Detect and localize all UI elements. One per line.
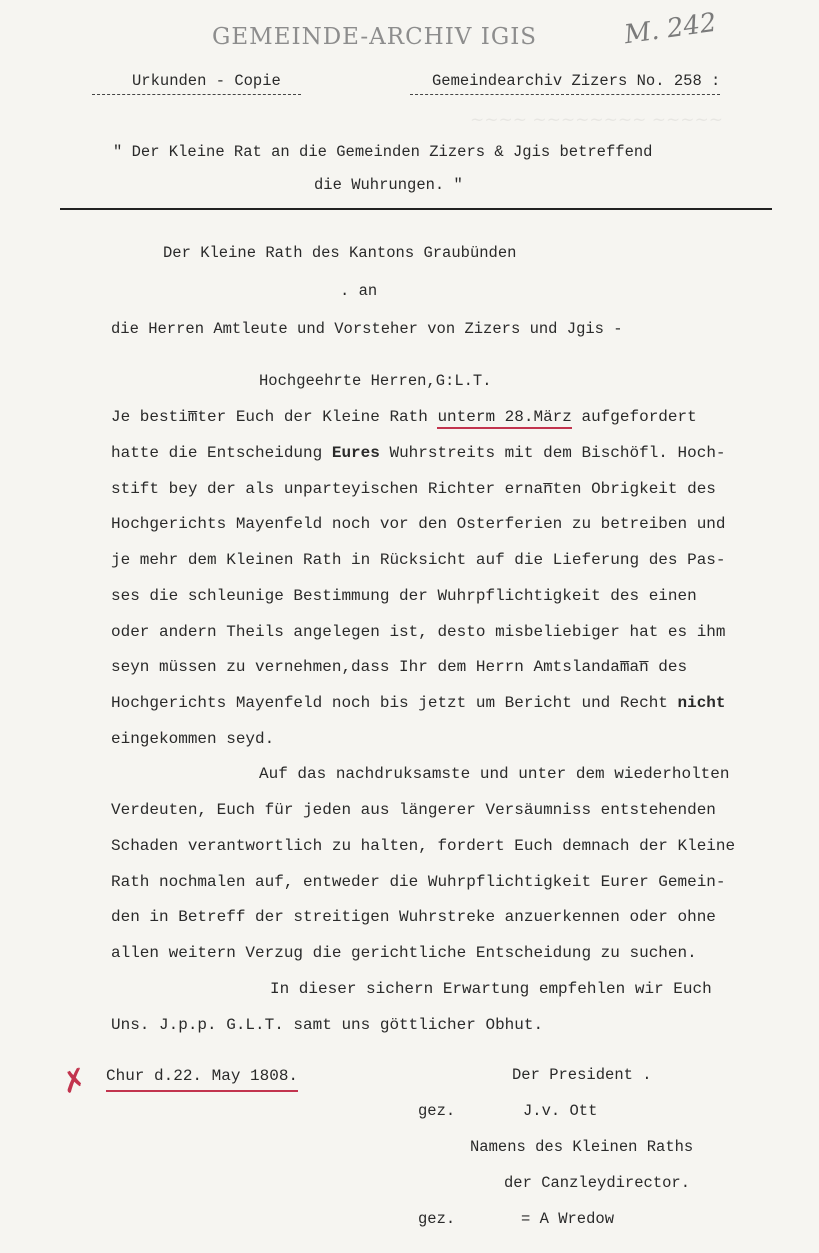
body-line bbox=[111, 444, 726, 462]
bleed-through: ~~~~ ~~~~~~~~ ~~~~~ bbox=[470, 110, 723, 130]
archive-reference-label: Gemeindearchiv Zizers No. 258 : bbox=[432, 72, 721, 90]
archive-stamp: GEMEINDE-ARCHIV IGIS bbox=[212, 24, 538, 50]
body-line: oder andern Theils angelegen ist, desto misbeliebiger hat es ihm bbox=[111, 623, 726, 641]
body-line: je mehr dem Kleinen Rath in Rücksicht auf die Lieferung des Pas- bbox=[111, 551, 726, 569]
director-title: der Canzleydirector. bbox=[504, 1174, 691, 1192]
document-type bbox=[92, 74, 301, 95]
archive-reference bbox=[410, 74, 720, 95]
body-text: hatte die Entscheidung bbox=[111, 444, 332, 462]
body-line: Auf das nachdruksamste und unter dem wiederholten bbox=[259, 765, 730, 783]
body-line: Hochgerichts Mayenfeld noch vor den Osterferien zu betreiben und bbox=[111, 515, 726, 533]
place-date bbox=[106, 1067, 298, 1085]
body-text: Je bestim̅ter Euch der Kleine Rath bbox=[111, 408, 438, 426]
underlined-date: unterm 28.März bbox=[437, 408, 571, 429]
title-line-2: die Wuhrungen. " bbox=[314, 176, 463, 194]
title-rule bbox=[60, 208, 772, 210]
body-line: ses die schleunige Bestimmung der Wuhrpflichtigkeit des einen bbox=[111, 587, 697, 605]
recipient: die Herren Amtleute und Vorsteher von Zizers und Jgis - bbox=[111, 320, 623, 338]
body-text-bold: Eures bbox=[331, 444, 380, 462]
body-text: Wuhrstreits mit dem Bischöfl. Hoch- bbox=[379, 444, 726, 462]
body-text: aufgefordert bbox=[571, 408, 697, 426]
sender: Der Kleine Rath des Kantons Graubünden bbox=[163, 244, 517, 262]
body-text: Hochgerichts Mayenfeld noch bis jetzt um Bericht und Recht bbox=[111, 694, 678, 712]
on-behalf: Namens des Kleinen Raths bbox=[470, 1138, 694, 1156]
an-line: . an bbox=[340, 282, 378, 300]
body-line: allen weitern Verzug die gerichtliche Entscheidung zu suchen. bbox=[111, 944, 697, 962]
body-line: Rath nochmalen auf, entweder die Wuhrpflichtigkeit Eurer Gemein- bbox=[111, 873, 726, 891]
body-line: seyn müssen zu vernehmen,dass Ihr dem Herrn Amtslandam̅an̅ des bbox=[111, 658, 688, 676]
place-date-text: Chur d.22. May 1808. bbox=[106, 1067, 298, 1092]
title-line-1: " Der Kleine Rat an die Gemeinden Zizers & Jgis betreffend bbox=[113, 143, 653, 161]
salutation: Hochgeehrte Herren,G:L.T. bbox=[259, 372, 492, 390]
body-line: In dieser sichern Erwartung empfehlen wir Euch bbox=[270, 980, 712, 998]
body-line: Verdeuten, Euch für jeden aus längerer Versäumniss entstehenden bbox=[111, 801, 716, 819]
president-name: J.v. Ott bbox=[523, 1102, 598, 1120]
president-title: Der President . bbox=[512, 1066, 652, 1084]
document-type-label: Urkunden - Copie bbox=[132, 72, 281, 90]
body-line bbox=[111, 694, 726, 712]
red-cross-mark-icon: ✗ bbox=[57, 1061, 92, 1102]
body-line: den in Betreff der streitigen Wuhrstreke anzuerkennen oder ohne bbox=[111, 908, 716, 926]
body-line: Schaden verantwortlich zu halten, fordert Euch demnach der Kleine bbox=[111, 837, 736, 855]
body-line: stift bey der als unparteyischen Richter ernan̅ten Obrigkeit des bbox=[111, 480, 716, 498]
gez-label-1: gez. bbox=[418, 1102, 456, 1120]
director-name: = A Wredow bbox=[521, 1210, 615, 1228]
body-line: Uns. J.p.p. G.L.T. samt uns göttlicher Obhut. bbox=[111, 1016, 544, 1034]
handwritten-archive-number: M. 242 bbox=[622, 7, 719, 51]
gez-label-2: gez. bbox=[418, 1210, 456, 1228]
body-line: eingekommen seyd. bbox=[111, 730, 275, 748]
body-text-bold: nicht bbox=[677, 694, 726, 712]
body-line bbox=[111, 408, 697, 426]
